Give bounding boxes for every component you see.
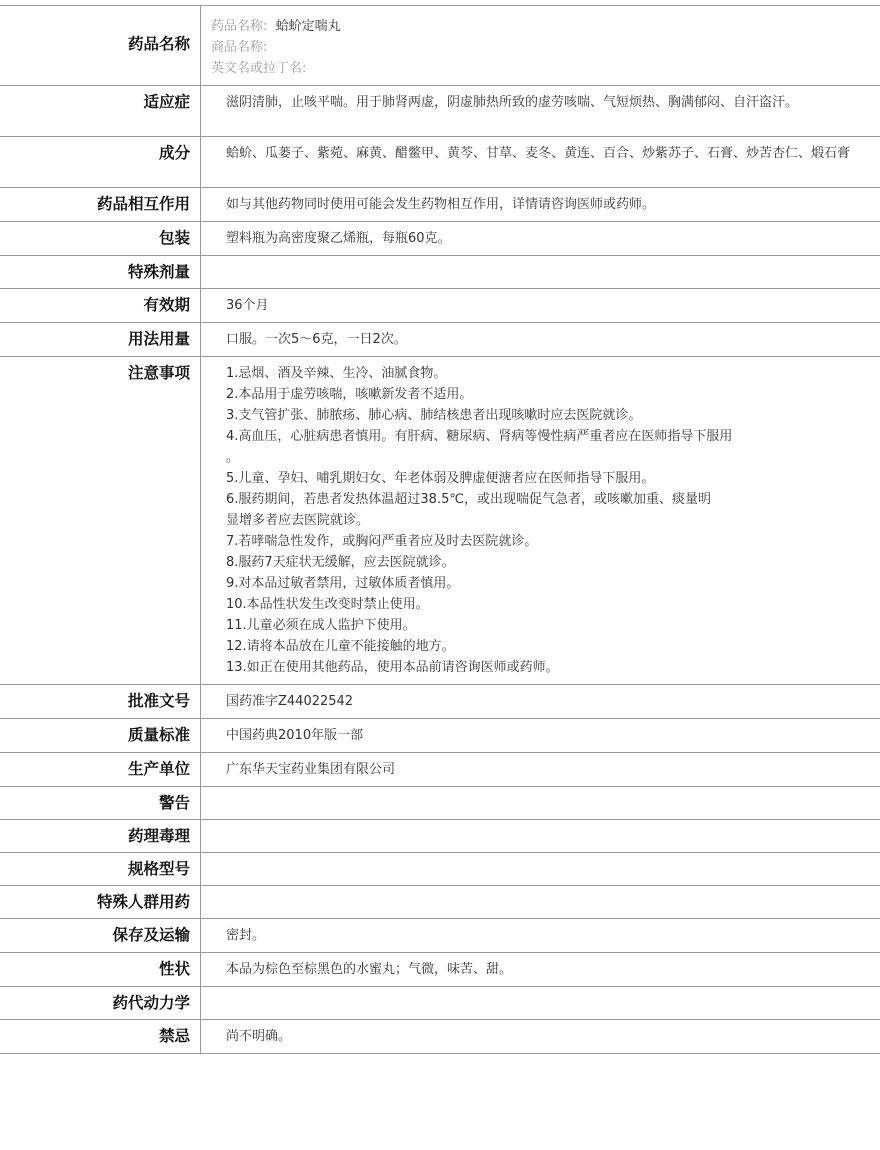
value-manufacturer: 广东华天宝药业集团有限公司 [226, 762, 396, 777]
label-appearance: 性状 [0, 953, 201, 987]
label-approval: 批准文号 [0, 685, 201, 719]
value-specification [201, 853, 880, 886]
notes-item: 13.如正在使用其他药品，使用本品前请咨询医师或药师。 [226, 660, 559, 675]
value-pharmacokinetics [201, 987, 880, 1020]
value-usage: 口服。一次5～6克，一日2次。 [226, 332, 407, 347]
notes-item: 12.请将本品放在儿童不能接触的地方。 [226, 639, 455, 654]
row-contraindications [0, 1020, 880, 1054]
value-standard: 中国药典2010年版一部 [226, 728, 364, 743]
label-usage: 用法用量 [0, 323, 201, 357]
label-interactions: 药品相互作用 [0, 188, 201, 222]
row-indications [0, 86, 880, 137]
notes-list [226, 363, 860, 678]
label-special-dosage: 特殊剂量 [0, 256, 201, 289]
row-special-population [0, 886, 880, 919]
row-expiry [0, 289, 880, 323]
label-ingredients: 成分 [0, 137, 201, 188]
notes-item: 7.若哮喘急性发作，或胸闷严重者应及时去医院就诊。 [226, 534, 538, 549]
value-expiry: 36个月 [226, 298, 269, 313]
value-storage: 密封。 [226, 928, 266, 943]
row-storage [0, 919, 880, 953]
value-contraindications: 尚不明确。 [226, 1029, 292, 1044]
notes-item: 显增多者应去医院就诊。 [226, 513, 370, 528]
value-notes [201, 357, 880, 685]
row-special-dosage [0, 256, 880, 289]
row-pharmacology [0, 820, 880, 853]
row-standard [0, 719, 880, 753]
label-drug-name: 药品名称 [0, 6, 201, 86]
label-special-population: 特殊人群用药 [0, 886, 201, 919]
drug-spec-table [0, 5, 880, 1054]
label-pharmacokinetics: 药代动力学 [0, 987, 201, 1020]
value-drug-name [201, 6, 880, 86]
value-appearance: 本品为棕色至棕黑色的水蜜丸；气微，味苦、甜。 [226, 962, 513, 977]
trade-name-line [211, 37, 860, 58]
notes-item: 3.支气管扩张、肺脓疡、肺心病、肺结核患者出现咳嗽时应去医院就诊。 [226, 408, 642, 423]
value-warning [201, 787, 880, 820]
label-pharmacology: 药理毒理 [0, 820, 201, 853]
notes-item: 2.本品用于虚劳咳喘，咳嗽新发者不适用。 [226, 387, 473, 402]
label-standard: 质量标准 [0, 719, 201, 753]
value-pharmacology [201, 820, 880, 853]
generic-name-line [211, 16, 860, 37]
row-ingredients [0, 137, 880, 188]
value-interactions: 如与其他药物同时使用可能会发生药物相互作用，详情请咨询医师或药师。 [226, 197, 656, 212]
label-manufacturer: 生产单位 [0, 753, 201, 787]
row-warning [0, 787, 880, 820]
english-name-line [211, 58, 860, 79]
label-indications: 适应症 [0, 86, 201, 137]
notes-item: 8.服药7天症状无缓解，应去医院就诊。 [226, 555, 455, 570]
label-notes: 注意事项 [0, 357, 201, 685]
label-packaging: 包装 [0, 222, 201, 256]
notes-item: 11.儿童必须在成人监护下使用。 [226, 618, 416, 633]
english-name-prefix: 英文名或拉丁名: [211, 61, 307, 76]
notes-item: 9.对本品过敏者禁用，过敏体质者慎用。 [226, 576, 460, 591]
label-specification: 规格型号 [0, 853, 201, 886]
row-pharmacokinetics [0, 987, 880, 1020]
notes-item: 4.高血压，心脏病患者慎用。有肝病、糖尿病、肾病等慢性病严重者应在医师指导下服用 [226, 429, 733, 444]
value-indications: 滋阴清肺，止咳平喘。用于肺肾两虚，阴虚肺热所致的虚劳咳喘、气短烦热、胸满郁闷、自汗盗汗。 [226, 95, 799, 110]
row-interactions [0, 188, 880, 222]
trade-name-prefix: 商品名称: [211, 40, 268, 55]
generic-name-value: 蛤蚧定喘丸 [275, 19, 341, 34]
row-packaging [0, 222, 880, 256]
notes-item: 10.本品性状发生改变时禁止使用。 [226, 597, 429, 612]
row-approval [0, 685, 880, 719]
generic-name-prefix: 药品名称: [211, 19, 268, 34]
label-expiry: 有效期 [0, 289, 201, 323]
row-appearance [0, 953, 880, 987]
value-ingredients: 蛤蚧、瓜蒌子、紫菀、麻黄、醋鳖甲、黄芩、甘草、麦冬、黄连、百合、炒紫苏子、石膏、炒苦杏仁、煅石膏 [226, 146, 851, 161]
row-specification [0, 853, 880, 886]
notes-item: 5.儿童、孕妇、哺乳期妇女、年老体弱及脾虚便溏者应在医师指导下服用。 [226, 471, 655, 486]
label-contraindications: 禁忌 [0, 1020, 201, 1054]
notes-item: 。 [226, 450, 240, 465]
value-packaging: 塑料瓶为高密度聚乙烯瓶，每瓶60克。 [226, 231, 451, 246]
value-special-population [201, 886, 880, 919]
row-usage [0, 323, 880, 357]
notes-item: 6.服药期间，若患者发热体温超过38.5℃，或出现喘促气急者，或咳嗽加重、痰量明 [226, 492, 711, 507]
label-storage: 保存及运输 [0, 919, 201, 953]
label-warning: 警告 [0, 787, 201, 820]
row-manufacturer [0, 753, 880, 787]
row-notes [0, 357, 880, 685]
value-approval: 国药准字Z44022542 [226, 694, 354, 709]
notes-item: 1.忌烟、酒及辛辣、生冷、油腻食物。 [226, 366, 447, 381]
value-special-dosage [201, 256, 880, 289]
row-drug-name [0, 6, 880, 86]
